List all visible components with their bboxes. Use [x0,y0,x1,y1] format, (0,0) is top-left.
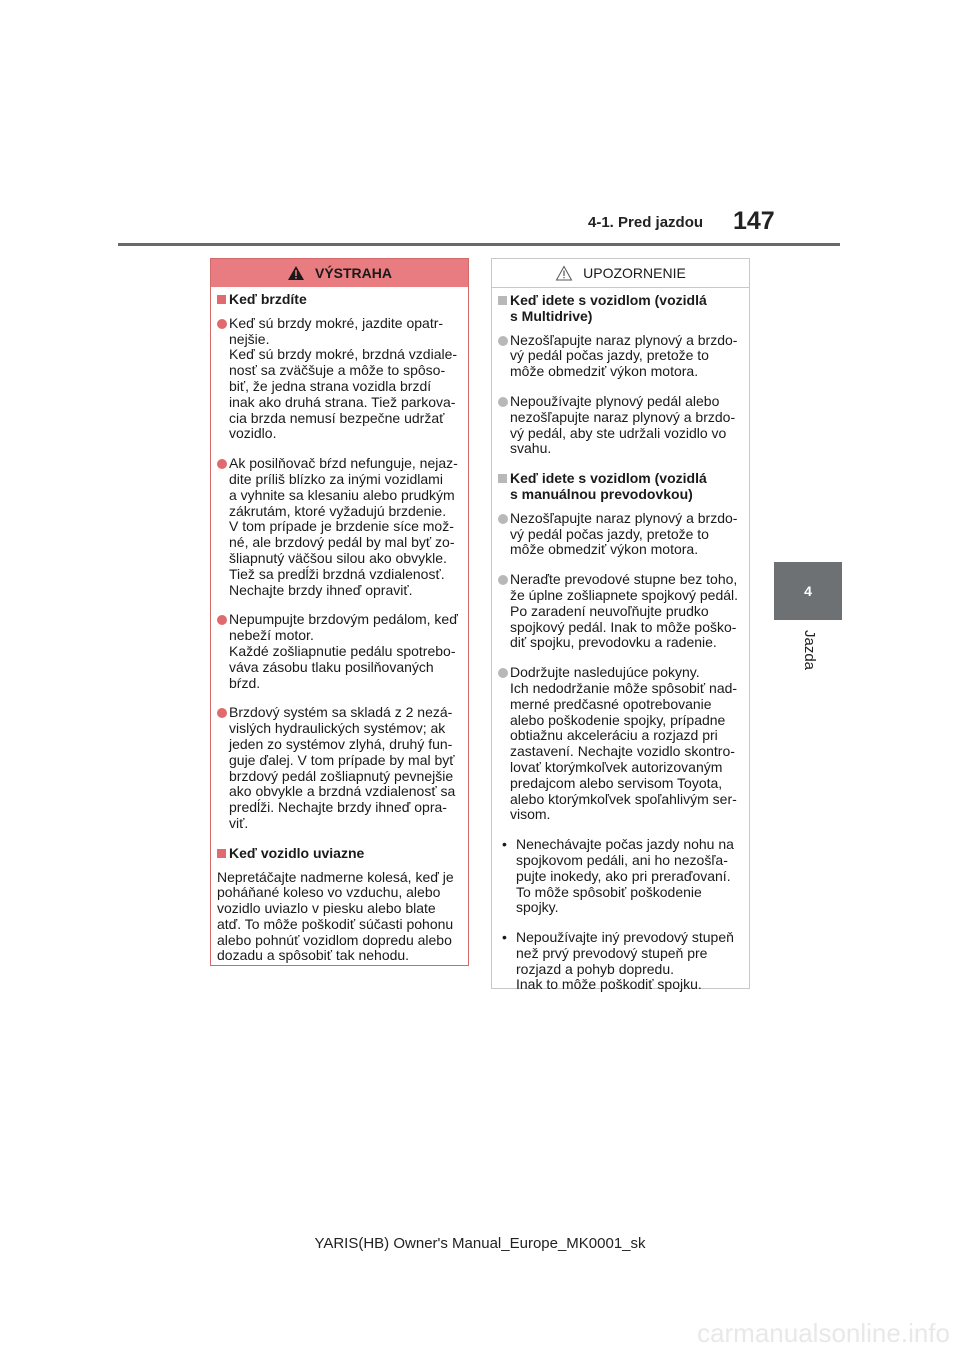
watermark: carmanualsonline.info [697,1318,950,1348]
notice-dot-item: Nepoužívajte plynový pedál alebo nezošľapujte naraz plynový a brzdo- vý pedál, aby ste udržali vozidlo vo svahu. [498,394,743,457]
warning-dot-item: Nepumpujte brzdovým pedálom, keď nebeží motor. Každé zošliapnutie pedálu spotrebo- váva zásobu tlaku posilňovaných bŕzd. [217,612,462,691]
notice-dot-item: Nezošľapujte naraz plynový a brzdo- vý pedál počas jazdy, pretože to môže obmedziť výkon motora. [498,333,743,380]
notice-subheading: Keď idete s vozidlom (vozidlá s manuálnou prevodovkou) [498,471,743,503]
warning-header [211,259,468,287]
chapter-tab[interactable] [774,562,842,620]
warning-dot-item: Ak posilňovač bŕzd nefunguje, nejaz- dite príliš blízko za inými vozidlami a vyhnite sa klesaniu alebo prudkým zákrutám, ktoré vyžadujú brzdenie. V tom prípade je brzdenie síce mož- né, ale brzdový pedál by mal byť zo- šliapnutý väčšou silou ako obvykle. Tiež sa predĺži brzdná vzdialenosť. Nechajte brzdy ihneď opraviť. [217,456,462,598]
notice-dot-item: Nezošľapujte naraz plynový a brzdo- vý pedál počas jazdy, pretože to môže obmedziť výkon motora. [498,511,743,558]
warning-triangle-icon [287,265,305,281]
warning-subheading: Keď brzdíte [217,292,462,308]
chapter-number: 4 [804,583,812,599]
notice-box [491,258,750,993]
header-divider [118,243,840,246]
notice-header [492,259,749,288]
footer-text: YARIS(HB) Owner's Manual_Europe_MK0001_sk [314,1235,646,1252]
notice-subheading: Keď idete s vozidlom (vozidlá s Multidrive) [498,293,743,325]
warning-subheading: Keď vozidlo uviazne [217,846,462,862]
caution-triangle-icon [555,265,573,281]
section-title: 4-1. Pred jazdou [588,214,704,231]
warning-paragraph: Nepretáčajte nadmerne kolesá, keď je poháňané koleso vo vzduchu, alebo vozidlo uviazlo v piesku alebo blate atď. To môže poškodiť súčasti pohonu alebo pohnúť vozidlom dopredu alebo dozadu a spôsobiť tak nehodu. [217,868,454,964]
notice-bullet-item: • Nepoužívajte iný prevodový stupeň než prvý prevodový stupeň pre rozjazd a pohyb dopredu. Inak to môže poškodiť spojku. [498,930,743,993]
page-number: 147 [733,207,775,235]
warning-title: VÝSTRAHA [314,265,392,281]
notice-content [492,288,749,993]
notice-dot-item: Dodržujte nasledujúce pokyny. Ich nedodržanie môže spôsobiť nad- merné predčasné opotrebovanie alebo poškodenie spojky, prípadne obtiažnu akceleráciu a rozjazd pri zastavení. Nechajte vozidlo skontro- lovať ktorýmkoľvek autorizovaným predajcom alebo servisom Toyota, alebo ktorýmkoľvek spoľahlivým ser- visom. [498,665,743,823]
warning-dot-item: Keď sú brzdy mokré, jazdite opatr- nejšie. Keď sú brzdy mokré, brzdná vzdiale- nosť sa zväčšuje a môže to spôso- biť, že jedna strana vozidla brzdí inak ako druhá strana. Tiež parkova- cia brzda nemusí bezpečne udržať vozidlo. [217,316,462,442]
warning-content [211,287,468,964]
notice-dot-item: Neraďte prevodové stupne bez toho, že úplne zošliapnete spojkový pedál. Po zaradení neuvoľňujte prudko spojkový pedál. Inak to môže poško- diť spojku, prevodovku a radenie. [498,572,743,651]
notice-bullet-item: • Nenechávajte počas jazdy nohu na spojkovom pedáli, ani ho nezošľa- pujte inokedy, ako pri preraďovaní. To môže spôsobiť poškodenie spojky. [498,837,743,916]
notice-title: UPOZORNENIE [583,265,686,281]
warning-box [210,258,469,966]
chapter-label: Jazda [801,630,818,671]
warning-dot-item: Brzdový systém sa skladá z 2 nezá- vislých hydraulických systémov; ak jeden zo systémov zlyhá, druhý fun- guje ďalej. V tom prípade by mal byť brzdový pedál zošliapnutý pevnejšie ako obvykle a brzdná vzdialenosť sa predĺži. Nechajte brzdy ihneď opra- viť. [217,705,462,831]
